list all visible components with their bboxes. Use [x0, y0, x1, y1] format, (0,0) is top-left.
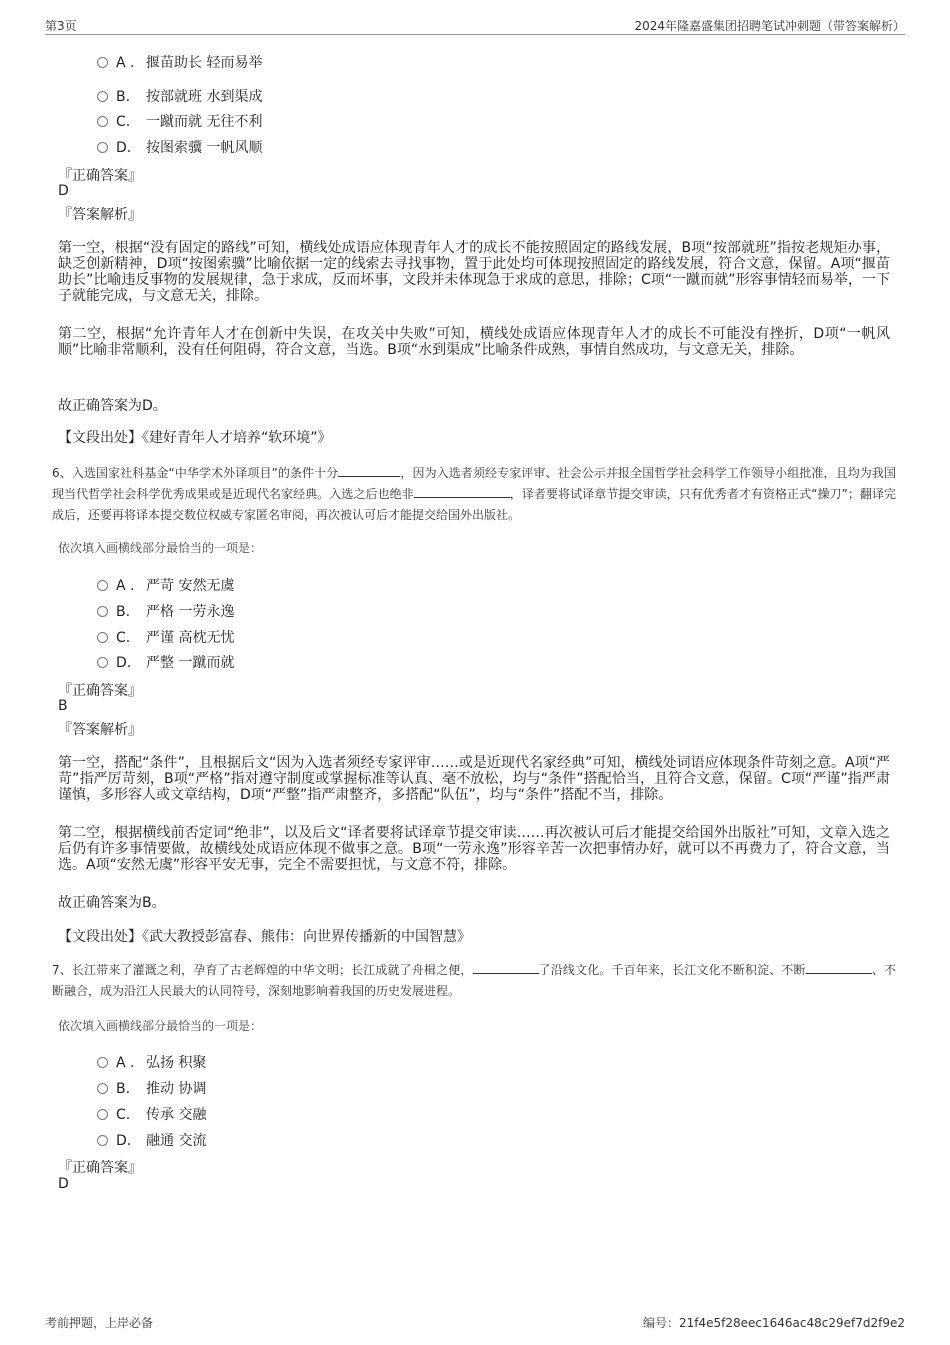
blank-line [806, 961, 872, 974]
page-number: 第3页 [45, 19, 77, 33]
q7-answer-label: 『正确答案』 [58, 1160, 142, 1176]
q6-option-c[interactable]: C. 严谨 高枕无忧 [97, 627, 234, 645]
q6-question-text: 6、入选国家社科基金“中华学术外译项目”的条件十分 ，因为入选者须经专家评审、社会公示并报全国哲学社会科学工作领导小组批准，且均为我国现当代哲学社会科学优秀成果或是近现代名家经典。入选之后也绝非 ，译者要将试译章节提交审读，只有优秀者才有资格正式“操刀”；翻译完成后，还要再将译本提交数位权威专家匿名审阅，再次被认可后才能提交给国外出版社。 [52, 466, 897, 522]
page-footer [45, 1314, 905, 1330]
q5-analysis-label: 『答案解析』 [58, 207, 142, 223]
q7-answer: D [58, 1176, 69, 1192]
q6-instruction: 依次填入画横线部分最恰当的一项是： [58, 541, 263, 555]
q5-answer-label: 『正确答案』 [58, 168, 142, 184]
q7-question-text: 7、长江带来了灌溉之利，孕育了古老辉煌的中华文明；长江成就了舟楫之便， 了沿线文化。千百年来，长江文化不断积淀、不断 、不断融合，成为沿江人民最大的认同符号，深刻地影响着我国的历史发展进程。 [52, 963, 896, 998]
radio-icon[interactable] [97, 142, 108, 153]
radio-icon[interactable] [97, 1057, 108, 1068]
q5-option-d[interactable]: D. 按图索骥 一帆风顺 [97, 137, 262, 155]
q5-option-c[interactable]: C. 一蹴而就 无往不利 [97, 111, 262, 129]
radio-icon[interactable] [97, 657, 108, 668]
radio-icon[interactable] [97, 57, 108, 68]
q7-option-a[interactable]: A . 弘扬 积聚 [97, 1052, 206, 1070]
q6-analysis-paragraph-1: 第一空，搭配“条件”，且根据后文“因为入选者须经专家评审……或是近现代名家经典”可知，横线处词语应体现条件苛刻之意。A项“严苛”指严厉苛刻，B项“严格”指对遵守制度或掌握标准等认真、毫不放松，均与“条件”搭配恰当，且符合文意，保留。C项“严谨”指严肃谨慎，多形容人或文章结构，D项“严整”指严肃整齐，多搭配“队伍”，均与“条件”搭配不当，排除。 [58, 755, 890, 803]
q5-analysis-paragraph-2: 第二空，根据“允许青年人才在创新中失误，在攻关中失败”可知，横线处成语应体现青年人才的成长不可能没有挫折，D项“一帆风顺”比喻非常顺利，没有任何阻碍，符合文意，当选。B项“水到渠成”比喻条件成熟，事情自然成功，与文意无关，排除。 [58, 326, 890, 358]
radio-icon[interactable] [97, 1083, 108, 1094]
q6-source: 【文段出处】《武大教授彭富春、熊伟：向世界传播新的中国智慧》 [58, 929, 471, 945]
q7-option-d[interactable]: D. 融通 交流 [97, 1130, 206, 1148]
q5-option-a[interactable]: A . 揠苗助长 轻而易举 [97, 52, 262, 70]
radio-icon[interactable] [97, 1135, 108, 1146]
q5-analysis-paragraph-1: 第一空，根据“没有固定的路线”可知，横线处成语应体现青年人才的成长不能按照固定的路线发展，B项“按部就班”指按老规矩办事，缺乏创新精神，D项“按图索骥”比喻依据一定的线索去寻找事物，置于此处均可体现按照固定的路线发展，符合文意，保留。A项“揠苗助长”比喻违反事物的发展规律，急于求成，反而坏事，文段并未体现急于求成的意思，排除；C项“一蹴而就”形容事情轻而易举，一下子就能完成，与文意无关，排除。 [58, 240, 890, 304]
page-header [45, 14, 905, 35]
q5-analysis-conclusion: 故正确答案为D。 [58, 398, 167, 414]
radio-icon[interactable] [97, 116, 108, 127]
q5-option-b[interactable]: B. 按部就班 水到渠成 [97, 86, 262, 104]
q6-option-d[interactable]: D. 严整 一蹴而就 [97, 652, 234, 670]
q6-option-a[interactable]: A . 严苛 安然无虞 [97, 575, 234, 593]
document-code: 编号：21f4e5f28eec1646ac48c29ef7d2f9e2 [642, 1316, 905, 1330]
q7-instruction: 依次填入画横线部分最恰当的一项是： [58, 1019, 263, 1033]
q6-analysis-label: 『答案解析』 [58, 722, 142, 738]
blank-line [473, 961, 539, 974]
blank-line [338, 464, 400, 477]
footer-slogan: 考前押题，上岸必备 [45, 1316, 154, 1330]
q5-answer: D [58, 183, 69, 199]
q6-answer: B [58, 698, 68, 714]
q6-option-b[interactable]: B. 严格 一劳永逸 [97, 601, 234, 619]
radio-icon[interactable] [97, 580, 108, 591]
document-title: 2024年隆嘉盛集团招聘笔试冲刺题（带答案解析） [634, 19, 905, 33]
q6-answer-label: 『正确答案』 [58, 683, 142, 699]
radio-icon[interactable] [97, 606, 108, 617]
q7-option-b[interactable]: B. 推动 协调 [97, 1078, 206, 1096]
blank-line [414, 485, 510, 498]
q7-option-c[interactable]: C. 传承 交融 [97, 1104, 206, 1122]
q6-analysis-paragraph-2: 第二空，根据横线前否定词“绝非”，以及后文“译者要将试译章节提交审读……再次被认可后才能提交给国外出版社”可知，文章入选之后仍有许多事情要做，故横线处成语应体现不做事之意。B项“一劳永逸”形容辛苦一次把事情办好，就可以不再费力了，符合文意，当选。A项“安然无虞”形容平安无事，完全不需要担忧，与文意不符，排除。 [58, 825, 890, 873]
radio-icon[interactable] [97, 632, 108, 643]
q6-analysis-conclusion: 故正确答案为B。 [58, 895, 166, 911]
radio-icon[interactable] [97, 1109, 108, 1120]
q5-source: 【文段出处】《建好青年人才培养“软环境”》 [58, 430, 332, 446]
radio-icon[interactable] [97, 91, 108, 102]
